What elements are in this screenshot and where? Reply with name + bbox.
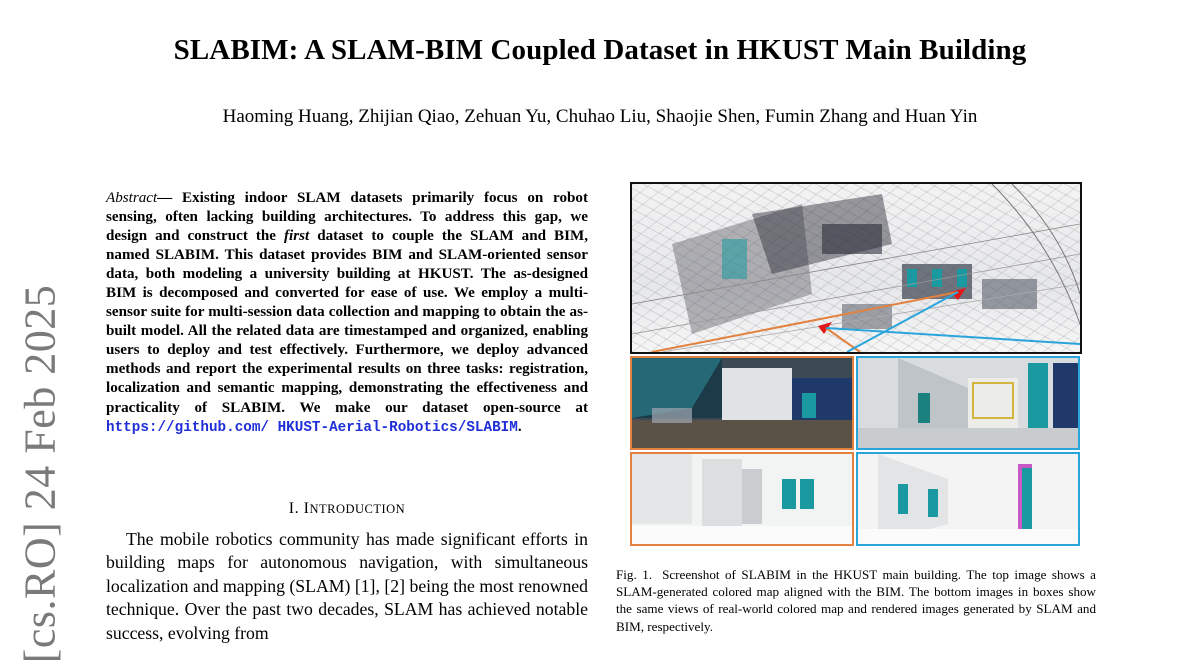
- abstract-dash: —: [157, 190, 183, 206]
- section-heading-introduction: [106, 500, 588, 518]
- panel-slam-view-2: [856, 356, 1080, 450]
- abstract-end: .: [517, 418, 522, 435]
- figure-top-map-image: [630, 182, 1082, 354]
- abstract-text-1: Existing indoor SLAM datasets primarily focus on robot sensing, often lacking building architectures. To address this gap, we design and construct the: [106, 190, 588, 245]
- panel-slam-view-1: [630, 356, 854, 450]
- abstract-emphasis: first: [284, 228, 310, 245]
- map-overlay-graphic: [632, 184, 1080, 352]
- abstract-lead: Abstract: [106, 190, 158, 206]
- panel-bim-view-2: [856, 452, 1080, 546]
- abstract: [106, 189, 588, 438]
- section-initial: I: [303, 500, 310, 517]
- abstract-text-2: dataset to couple the SLAM and BIM, named SLABIM. This dataset provides BIM and SLAM-oriented sensor data, both modeling a university building at HKUST. The as-designed BIM is decomposed and converted for ease of use. We employ a multi-sensor suite for multi-session data collection and mapping to obtain the as-built model. All the related data are timestamped and organized, enabling users to deploy and test effectively. Furthermore, we deploy advanced methods and report the experimental results on three tasks: registration, localization and semantic mapping, demonstrating the effectiveness and practicality of SLABIM. We make our dataset open-source at: [106, 228, 588, 416]
- figure-caption-text: Screenshot of SLABIM in the HKUST main building. The top image shows a SLAM-generated colored map aligned with the BIM. The bottom images in boxes show the same views of real-world colored map and rendered images generated by SLAM and BIM, respectively.: [616, 567, 1096, 634]
- section-number: I.: [288, 500, 304, 517]
- arxiv-stamp: [10, 284, 70, 663]
- paper-authors: Haoming Huang, Zhijian Qiao, Zehuan Yu, Chuhao Liu, Shaojie Shen, Fumin Zhang and Huan Yin: [222, 106, 978, 127]
- paper-title: SLABIM: A SLAM-BIM Coupled Dataset in HKUST Main Building: [173, 34, 1027, 66]
- section-rest: NTRODUCTION: [309, 502, 406, 516]
- github-link[interactable]: https://github.com/ HKUST-Aerial-Robotics/SLABIM: [106, 419, 518, 436]
- panel-bim-view-1: [630, 452, 854, 546]
- figure-label: Fig. 1.: [616, 567, 653, 582]
- arxiv-stamp-text: [cs.RO] 24 Feb 2025: [15, 284, 65, 663]
- figure-caption: [616, 566, 1096, 635]
- figure-1: [630, 182, 1080, 547]
- introduction-paragraph: The mobile robotics community has made significant efforts in building maps for autonomous navigation, with simultaneous localization and mapping (SLAM) [1], [2] being the most renowned technique. Over the past two decades, SLAM has achieved notable success, evolving from: [106, 529, 588, 643]
